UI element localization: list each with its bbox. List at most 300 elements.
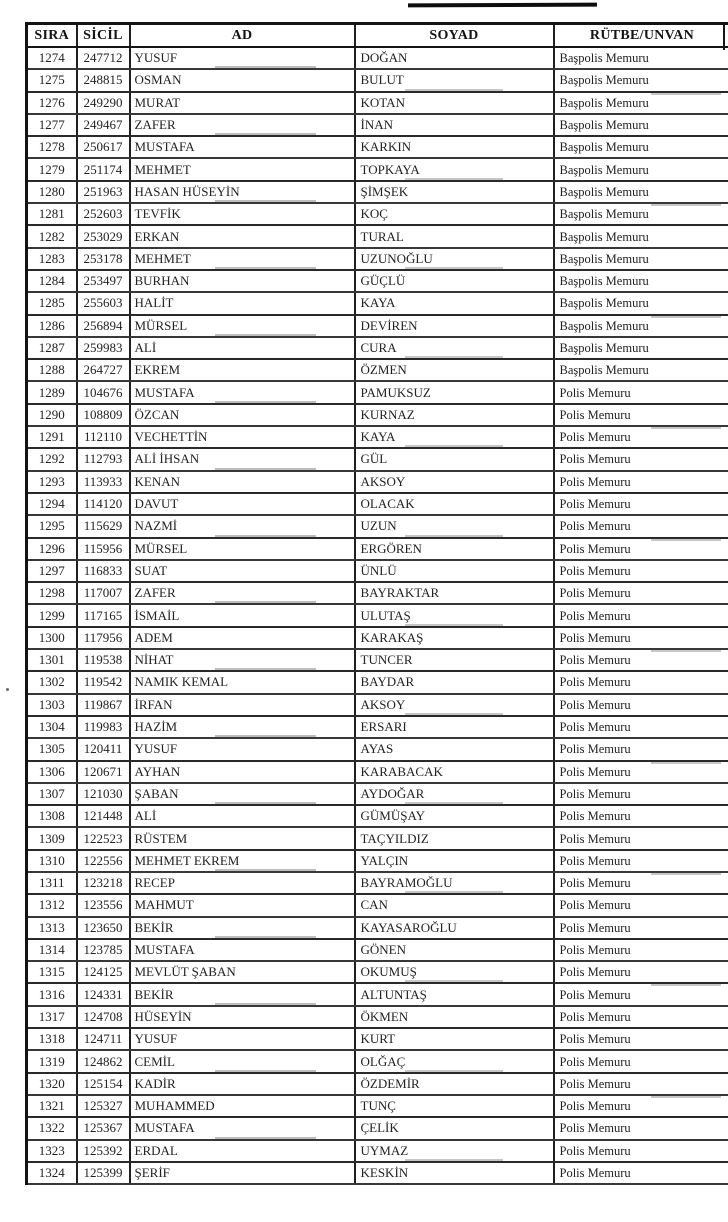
cell-rutbe-unvan: Başpolis Memuru bbox=[554, 270, 728, 292]
cell-soyad: UYMAZ bbox=[355, 1140, 554, 1162]
cell-ad: İRFAN bbox=[130, 694, 355, 716]
cell-rutbe-unvan: Polis Memuru bbox=[554, 1073, 728, 1095]
cell-ad: MÜRSEL bbox=[130, 538, 355, 560]
table-header bbox=[27, 24, 728, 48]
cell-soyad: KOÇ bbox=[355, 203, 554, 225]
table-row bbox=[27, 359, 728, 381]
cell-sicil: 125327 bbox=[77, 1095, 130, 1117]
cell-soyad: OLACAK bbox=[355, 493, 554, 515]
cell-sicil: 124862 bbox=[77, 1050, 130, 1072]
cell-ad: HÜSEYİN bbox=[130, 1006, 355, 1028]
table-row bbox=[27, 671, 728, 693]
cell-sicil: 119867 bbox=[77, 694, 130, 716]
cell-sira: 1298 bbox=[27, 582, 77, 604]
cell-sira: 1286 bbox=[27, 315, 77, 337]
cell-ad: BEKİR bbox=[130, 917, 355, 939]
cell-ad: SUAT bbox=[130, 560, 355, 582]
table-row bbox=[27, 716, 728, 738]
cell-soyad: ÖZMEN bbox=[355, 359, 554, 381]
cell-ad: KADİR bbox=[130, 1073, 355, 1095]
cell-sicil: 117956 bbox=[77, 627, 130, 649]
column-header-ad: AD bbox=[130, 24, 355, 48]
cell-rutbe-unvan: Polis Memuru bbox=[554, 493, 728, 515]
cell-soyad: TOPKAYA bbox=[355, 158, 554, 180]
cell-ad: RECEP bbox=[130, 872, 355, 894]
cell-soyad: ÖZDEMİR bbox=[355, 1073, 554, 1095]
cell-rutbe-unvan: Polis Memuru bbox=[554, 1117, 728, 1139]
cell-ad: MUSTAFA bbox=[130, 381, 355, 403]
cell-rutbe-unvan: Polis Memuru bbox=[554, 939, 728, 961]
cell-soyad: TURAL bbox=[355, 225, 554, 247]
personnel-table bbox=[25, 22, 728, 1185]
cell-sicil: 251174 bbox=[77, 158, 130, 180]
cell-soyad: KAYASAROĞLU bbox=[355, 917, 554, 939]
cell-sira: 1313 bbox=[27, 917, 77, 939]
cell-soyad: AYDOĞAR bbox=[355, 783, 554, 805]
cell-soyad: TUNCER bbox=[355, 649, 554, 671]
cell-ad: ADEM bbox=[130, 627, 355, 649]
cell-ad: ALİ bbox=[130, 805, 355, 827]
cell-ad: MUSTAFA bbox=[130, 939, 355, 961]
cell-sira: 1295 bbox=[27, 515, 77, 537]
cell-sicil: 116833 bbox=[77, 560, 130, 582]
cell-sicil: 123650 bbox=[77, 917, 130, 939]
cell-ad: MURAT bbox=[130, 92, 355, 114]
cell-soyad: GÜMÜŞAY bbox=[355, 805, 554, 827]
cell-rutbe-unvan: Polis Memuru bbox=[554, 1140, 728, 1162]
cell-sira: 1297 bbox=[27, 560, 77, 582]
table-row bbox=[27, 850, 728, 872]
cell-sicil: 123556 bbox=[77, 894, 130, 916]
cell-sira: 1302 bbox=[27, 671, 77, 693]
cell-sira: 1279 bbox=[27, 158, 77, 180]
cell-soyad: ALTUNTAŞ bbox=[355, 983, 554, 1005]
cell-soyad: DEVİREN bbox=[355, 315, 554, 337]
table-row bbox=[27, 1140, 728, 1162]
cell-ad: NAMIK KEMAL bbox=[130, 671, 355, 693]
cell-sicil: 119538 bbox=[77, 649, 130, 671]
cell-rutbe-unvan: Polis Memuru bbox=[554, 761, 728, 783]
cell-rutbe-unvan: Polis Memuru bbox=[554, 961, 728, 983]
cell-ad: MUSTAFA bbox=[130, 136, 355, 158]
cell-sira: 1300 bbox=[27, 627, 77, 649]
cell-sicil: 250617 bbox=[77, 136, 130, 158]
table-row bbox=[27, 1117, 728, 1139]
table-row bbox=[27, 158, 728, 180]
cell-sicil: 256894 bbox=[77, 315, 130, 337]
cell-sicil: 122523 bbox=[77, 827, 130, 849]
cell-ad: ZAFER bbox=[130, 114, 355, 136]
table-row bbox=[27, 649, 728, 671]
cell-soyad: TAÇYILDIZ bbox=[355, 827, 554, 849]
cell-rutbe-unvan: Polis Memuru bbox=[554, 627, 728, 649]
cell-soyad: ÜNLÜ bbox=[355, 560, 554, 582]
cell-ad: MEHMET bbox=[130, 158, 355, 180]
cell-rutbe-unvan: Polis Memuru bbox=[554, 582, 728, 604]
cell-rutbe-unvan: Başpolis Memuru bbox=[554, 225, 728, 247]
cell-sira: 1288 bbox=[27, 359, 77, 381]
cell-sicil: 253497 bbox=[77, 270, 130, 292]
cell-sira: 1316 bbox=[27, 983, 77, 1005]
cell-rutbe-unvan: Polis Memuru bbox=[554, 783, 728, 805]
cell-sicil: 247712 bbox=[77, 47, 130, 69]
cell-sicil: 123218 bbox=[77, 872, 130, 894]
cell-sira: 1310 bbox=[27, 850, 77, 872]
table-row bbox=[27, 292, 728, 314]
cell-soyad: OKUMUŞ bbox=[355, 961, 554, 983]
cell-ad: ŞABAN bbox=[130, 783, 355, 805]
scan-artifact-top-line bbox=[408, 3, 597, 8]
cell-sicil: 248815 bbox=[77, 69, 130, 91]
cell-ad: MEHMET EKREM bbox=[130, 850, 355, 872]
cell-rutbe-unvan: Başpolis Memuru bbox=[554, 69, 728, 91]
table-row bbox=[27, 471, 728, 493]
table-row bbox=[27, 69, 728, 91]
table-row bbox=[27, 1095, 728, 1117]
cell-sicil: 124331 bbox=[77, 983, 130, 1005]
cell-rutbe-unvan: Polis Memuru bbox=[554, 983, 728, 1005]
cell-sicil: 115629 bbox=[77, 515, 130, 537]
cell-ad: MEHMET bbox=[130, 248, 355, 270]
cell-sira: 1315 bbox=[27, 961, 77, 983]
cell-rutbe-unvan: Polis Memuru bbox=[554, 1050, 728, 1072]
cell-ad: ÖZCAN bbox=[130, 404, 355, 426]
table-row bbox=[27, 1006, 728, 1028]
table-row bbox=[27, 47, 728, 69]
table-row bbox=[27, 983, 728, 1005]
cell-rutbe-unvan: Başpolis Memuru bbox=[554, 337, 728, 359]
cell-soyad: GÜL bbox=[355, 448, 554, 470]
cell-ad: MUSTAFA bbox=[130, 1117, 355, 1139]
cell-soyad: BAYRAKTAR bbox=[355, 582, 554, 604]
cell-rutbe-unvan: Polis Memuru bbox=[554, 805, 728, 827]
table-row bbox=[27, 894, 728, 916]
table-row bbox=[27, 225, 728, 247]
cell-sira: 1275 bbox=[27, 69, 77, 91]
cell-ad: AYHAN bbox=[130, 761, 355, 783]
cell-sicil: 120411 bbox=[77, 738, 130, 760]
cell-ad: HALİT bbox=[130, 292, 355, 314]
cell-sira: 1292 bbox=[27, 448, 77, 470]
cell-sicil: 122556 bbox=[77, 850, 130, 872]
cell-sira: 1280 bbox=[27, 181, 77, 203]
cell-sira: 1284 bbox=[27, 270, 77, 292]
cell-sicil: 112793 bbox=[77, 448, 130, 470]
cell-sira: 1299 bbox=[27, 604, 77, 626]
cell-ad: HAZİM bbox=[130, 716, 355, 738]
cell-soyad: KARKIN bbox=[355, 136, 554, 158]
table-row bbox=[27, 1050, 728, 1072]
cell-rutbe-unvan: Polis Memuru bbox=[554, 1095, 728, 1117]
cell-sicil: 115956 bbox=[77, 538, 130, 560]
cell-ad: ERDAL bbox=[130, 1140, 355, 1162]
cell-sicil: 112110 bbox=[77, 426, 130, 448]
cell-soyad: TUNÇ bbox=[355, 1095, 554, 1117]
cell-rutbe-unvan: Başpolis Memuru bbox=[554, 92, 728, 114]
table-row bbox=[27, 738, 728, 760]
cell-sicil: 113933 bbox=[77, 471, 130, 493]
cell-ad: NAZMİ bbox=[130, 515, 355, 537]
cell-rutbe-unvan: Polis Memuru bbox=[554, 604, 728, 626]
cell-sira: 1309 bbox=[27, 827, 77, 849]
cell-sicil: 252603 bbox=[77, 203, 130, 225]
cell-ad: MUHAMMED bbox=[130, 1095, 355, 1117]
cell-soyad: KARAKAŞ bbox=[355, 627, 554, 649]
cell-sicil: 125399 bbox=[77, 1162, 130, 1184]
cell-rutbe-unvan: Polis Memuru bbox=[554, 1028, 728, 1050]
cell-soyad: PAMUKSUZ bbox=[355, 381, 554, 403]
table-row bbox=[27, 1073, 728, 1095]
cell-sicil: 124711 bbox=[77, 1028, 130, 1050]
cell-sicil: 120671 bbox=[77, 761, 130, 783]
cell-soyad: UZUN bbox=[355, 515, 554, 537]
cell-soyad: GÜÇLÜ bbox=[355, 270, 554, 292]
cell-sira: 1276 bbox=[27, 92, 77, 114]
cell-ad: ERKAN bbox=[130, 225, 355, 247]
cell-soyad: UZUNOĞLU bbox=[355, 248, 554, 270]
cell-soyad: CAN bbox=[355, 894, 554, 916]
cell-sicil: 251963 bbox=[77, 181, 130, 203]
cell-rutbe-unvan: Polis Memuru bbox=[554, 404, 728, 426]
table-row bbox=[27, 114, 728, 136]
cell-sira: 1285 bbox=[27, 292, 77, 314]
table-row bbox=[27, 181, 728, 203]
cell-ad: ALİ bbox=[130, 337, 355, 359]
cell-ad: RÜSTEM bbox=[130, 827, 355, 849]
cell-sicil: 125367 bbox=[77, 1117, 130, 1139]
cell-rutbe-unvan: Başpolis Memuru bbox=[554, 47, 728, 69]
table-body bbox=[27, 47, 728, 1184]
table-row bbox=[27, 381, 728, 403]
cell-sicil: 249290 bbox=[77, 92, 130, 114]
cell-ad: NİHAT bbox=[130, 649, 355, 671]
cell-ad: YUSUF bbox=[130, 47, 355, 69]
table-row bbox=[27, 270, 728, 292]
cell-sira: 1307 bbox=[27, 783, 77, 805]
cell-sira: 1281 bbox=[27, 203, 77, 225]
cell-soyad: GÖNEN bbox=[355, 939, 554, 961]
table-row bbox=[27, 404, 728, 426]
column-header-rutbe-unvan: RÜTBE/UNVAN bbox=[554, 24, 728, 48]
cell-soyad: KARABACAK bbox=[355, 761, 554, 783]
table-row bbox=[27, 560, 728, 582]
cell-rutbe-unvan: Başpolis Memuru bbox=[554, 114, 728, 136]
cell-sicil: 119542 bbox=[77, 671, 130, 693]
cell-sicil: 264727 bbox=[77, 359, 130, 381]
cell-sicil: 255603 bbox=[77, 292, 130, 314]
table-row bbox=[27, 538, 728, 560]
cell-ad: ZAFER bbox=[130, 582, 355, 604]
cell-sira: 1311 bbox=[27, 872, 77, 894]
cell-sira: 1324 bbox=[27, 1162, 77, 1184]
cell-rutbe-unvan: Polis Memuru bbox=[554, 381, 728, 403]
cell-soyad: ERGÖREN bbox=[355, 538, 554, 560]
cell-soyad: BAYRAMOĞLU bbox=[355, 872, 554, 894]
cell-rutbe-unvan: Polis Memuru bbox=[554, 649, 728, 671]
cell-rutbe-unvan: Polis Memuru bbox=[554, 894, 728, 916]
scan-artifact-dot bbox=[6, 688, 9, 691]
cell-sicil: 259983 bbox=[77, 337, 130, 359]
cell-ad: MAHMUT bbox=[130, 894, 355, 916]
cell-ad: OSMAN bbox=[130, 69, 355, 91]
cell-sicil: 125154 bbox=[77, 1073, 130, 1095]
cell-ad: TEVFİK bbox=[130, 203, 355, 225]
cell-sicil: 123785 bbox=[77, 939, 130, 961]
cell-sira: 1289 bbox=[27, 381, 77, 403]
cell-rutbe-unvan: Polis Memuru bbox=[554, 694, 728, 716]
cell-sira: 1303 bbox=[27, 694, 77, 716]
cell-rutbe-unvan: Başpolis Memuru bbox=[554, 248, 728, 270]
table-row bbox=[27, 1028, 728, 1050]
cell-soyad: OLĞAÇ bbox=[355, 1050, 554, 1072]
cell-sira: 1296 bbox=[27, 538, 77, 560]
cell-ad: MEVLÜT ŞABAN bbox=[130, 961, 355, 983]
cell-rutbe-unvan: Polis Memuru bbox=[554, 448, 728, 470]
cell-rutbe-unvan: Polis Memuru bbox=[554, 560, 728, 582]
table-row bbox=[27, 337, 728, 359]
table-row bbox=[27, 515, 728, 537]
cell-sira: 1278 bbox=[27, 136, 77, 158]
cell-soyad: ULUTAŞ bbox=[355, 604, 554, 626]
table-row bbox=[27, 827, 728, 849]
cell-sira: 1322 bbox=[27, 1117, 77, 1139]
cell-sicil: 124125 bbox=[77, 961, 130, 983]
cell-ad: ŞERİF bbox=[130, 1162, 355, 1184]
table-row bbox=[27, 493, 728, 515]
cell-sira: 1304 bbox=[27, 716, 77, 738]
table-row bbox=[27, 315, 728, 337]
cell-rutbe-unvan: Başpolis Memuru bbox=[554, 359, 728, 381]
cell-sicil: 121030 bbox=[77, 783, 130, 805]
cell-soyad: KOTAN bbox=[355, 92, 554, 114]
cell-soyad: ÇELİK bbox=[355, 1117, 554, 1139]
cell-rutbe-unvan: Polis Memuru bbox=[554, 538, 728, 560]
cell-soyad: KAYA bbox=[355, 426, 554, 448]
table-row bbox=[27, 136, 728, 158]
cell-sira: 1293 bbox=[27, 471, 77, 493]
cell-sira: 1283 bbox=[27, 248, 77, 270]
cell-sira: 1290 bbox=[27, 404, 77, 426]
cell-sicil: 119983 bbox=[77, 716, 130, 738]
cell-soyad: İNAN bbox=[355, 114, 554, 136]
cell-sicil: 249467 bbox=[77, 114, 130, 136]
cell-sira: 1294 bbox=[27, 493, 77, 515]
table-row bbox=[27, 872, 728, 894]
cell-sira: 1277 bbox=[27, 114, 77, 136]
cell-soyad: AKSOY bbox=[355, 471, 554, 493]
cell-rutbe-unvan: Polis Memuru bbox=[554, 716, 728, 738]
cell-sicil: 108809 bbox=[77, 404, 130, 426]
cell-soyad: AYAS bbox=[355, 738, 554, 760]
cell-ad: EKREM bbox=[130, 359, 355, 381]
table-row bbox=[27, 761, 728, 783]
table-row bbox=[27, 582, 728, 604]
cell-ad: BEKİR bbox=[130, 983, 355, 1005]
cell-soyad: YALÇIN bbox=[355, 850, 554, 872]
cell-sira: 1321 bbox=[27, 1095, 77, 1117]
cell-ad: ALİ İHSAN bbox=[130, 448, 355, 470]
table-row bbox=[27, 939, 728, 961]
header-row bbox=[27, 24, 728, 48]
cell-rutbe-unvan: Polis Memuru bbox=[554, 872, 728, 894]
cell-sira: 1301 bbox=[27, 649, 77, 671]
cell-sira: 1317 bbox=[27, 1006, 77, 1028]
cell-soyad: KESKİN bbox=[355, 1162, 554, 1184]
cell-soyad: KURNAZ bbox=[355, 404, 554, 426]
cell-ad: İSMAİL bbox=[130, 604, 355, 626]
table-row bbox=[27, 917, 728, 939]
cell-sira: 1312 bbox=[27, 894, 77, 916]
cell-rutbe-unvan: Polis Memuru bbox=[554, 917, 728, 939]
cell-sicil: 117165 bbox=[77, 604, 130, 626]
table-row bbox=[27, 1162, 728, 1184]
cell-sira: 1320 bbox=[27, 1073, 77, 1095]
cell-sicil: 117007 bbox=[77, 582, 130, 604]
table-row bbox=[27, 783, 728, 805]
cell-rutbe-unvan: Polis Memuru bbox=[554, 471, 728, 493]
cell-ad: CEMİL bbox=[130, 1050, 355, 1072]
cell-soyad: ÖKMEN bbox=[355, 1006, 554, 1028]
cell-rutbe-unvan: Polis Memuru bbox=[554, 738, 728, 760]
cell-ad: YUSUF bbox=[130, 1028, 355, 1050]
cell-sira: 1306 bbox=[27, 761, 77, 783]
cell-sicil: 253029 bbox=[77, 225, 130, 247]
table-row bbox=[27, 203, 728, 225]
table-row bbox=[27, 694, 728, 716]
cell-rutbe-unvan: Başpolis Memuru bbox=[554, 181, 728, 203]
cell-soyad: KAYA bbox=[355, 292, 554, 314]
cell-ad: VECHETTİN bbox=[130, 426, 355, 448]
cell-sira: 1282 bbox=[27, 225, 77, 247]
cell-sira: 1314 bbox=[27, 939, 77, 961]
table-row bbox=[27, 805, 728, 827]
cell-soyad: CURA bbox=[355, 337, 554, 359]
cell-ad: DAVUT bbox=[130, 493, 355, 515]
table-row bbox=[27, 604, 728, 626]
cell-rutbe-unvan: Polis Memuru bbox=[554, 1162, 728, 1184]
cell-soyad: ERSARI bbox=[355, 716, 554, 738]
cell-rutbe-unvan: Başpolis Memuru bbox=[554, 203, 728, 225]
table-row bbox=[27, 248, 728, 270]
cell-sira: 1274 bbox=[27, 47, 77, 69]
cell-sira: 1287 bbox=[27, 337, 77, 359]
cell-sira: 1318 bbox=[27, 1028, 77, 1050]
cell-soyad: BULUT bbox=[355, 69, 554, 91]
cell-rutbe-unvan: Polis Memuru bbox=[554, 671, 728, 693]
cell-soyad: ŞİMŞEK bbox=[355, 181, 554, 203]
cell-sira: 1319 bbox=[27, 1050, 77, 1072]
cell-rutbe-unvan: Polis Memuru bbox=[554, 850, 728, 872]
cell-ad: HASAN HÜSEYİN bbox=[130, 181, 355, 203]
cell-rutbe-unvan: Polis Memuru bbox=[554, 515, 728, 537]
cell-sicil: 104676 bbox=[77, 381, 130, 403]
cell-sicil: 124708 bbox=[77, 1006, 130, 1028]
cell-soyad: KURT bbox=[355, 1028, 554, 1050]
cell-sicil: 125392 bbox=[77, 1140, 130, 1162]
cell-ad: MÜRSEL bbox=[130, 315, 355, 337]
table-row bbox=[27, 448, 728, 470]
cell-rutbe-unvan: Polis Memuru bbox=[554, 1006, 728, 1028]
column-header-sira: SIRA bbox=[27, 24, 77, 48]
table-row bbox=[27, 426, 728, 448]
table-row bbox=[27, 627, 728, 649]
cell-rutbe-unvan: Başpolis Memuru bbox=[554, 292, 728, 314]
column-header-soyad: SOYAD bbox=[355, 24, 554, 48]
cell-sicil: 253178 bbox=[77, 248, 130, 270]
cell-sira: 1305 bbox=[27, 738, 77, 760]
cell-ad: YUSUF bbox=[130, 738, 355, 760]
cell-rutbe-unvan: Polis Memuru bbox=[554, 426, 728, 448]
